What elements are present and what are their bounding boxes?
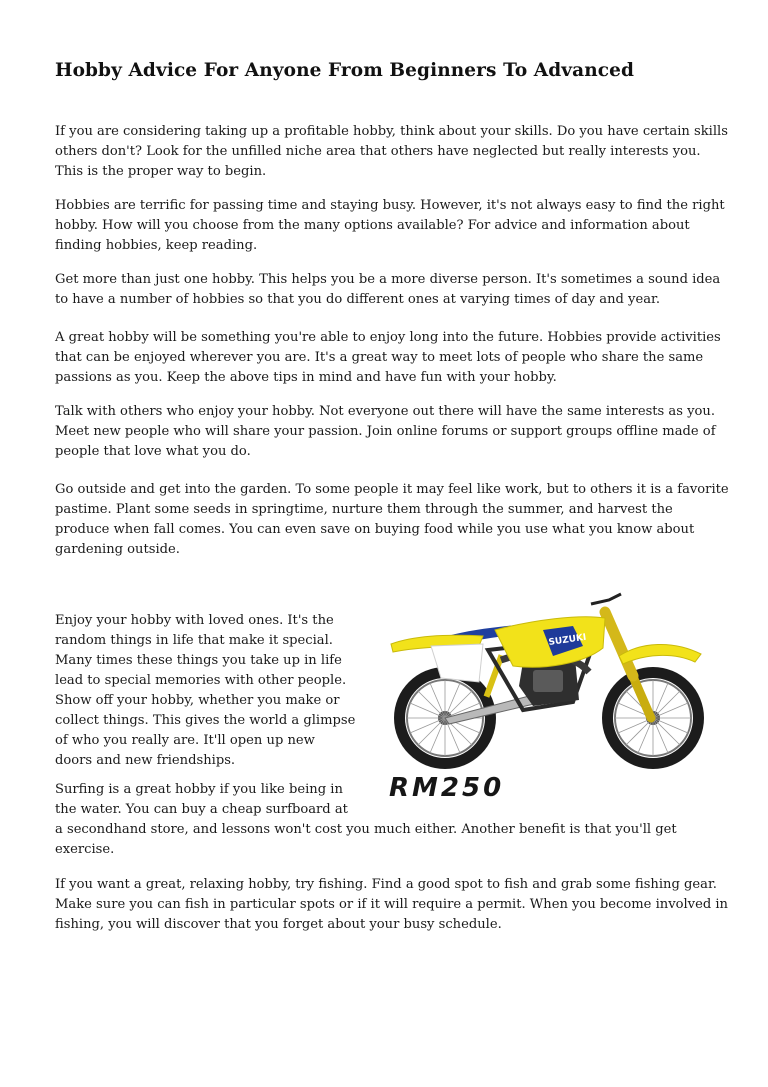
paragraph-hobbies-terrific (55, 196, 725, 256)
text-line: Go outside and get into the garden. To some people it may feel like work, but to others it is a favorite (55, 482, 729, 497)
text-line: lead to special memories with other people. (55, 673, 347, 688)
text-line: passions as you. Keep the above tips in mind and have fun with your hobby. (55, 370, 557, 385)
brand-logo-text: SUZUKI (548, 632, 588, 648)
motocross-bike-image (383, 590, 720, 805)
page-title: Hobby Advice For Anyone From Beginners To Advanced (55, 60, 635, 81)
text-line: gardening outside. (55, 542, 180, 557)
text-line: Show off your hobby, whether you make or (55, 693, 340, 708)
text-line: a secondhand store, and lessons won't cost you much either. Another benefit is that you'll get (55, 822, 677, 837)
paragraph-loved-ones (55, 611, 355, 771)
text-line: of who you really are. It'll open up new (55, 733, 315, 748)
text-line: Hobbies are terrific for passing time and staying busy. However, it's not always easy to find the right (55, 198, 725, 213)
text-line: This is the proper way to begin. (55, 164, 267, 179)
text-line: fishing, you will discover that you forget about your busy schedule. (55, 917, 502, 932)
text-line: Meet new people who will share your passion. Join online forums or support groups offline made of (55, 424, 716, 439)
text-line: others don't? Look for the unfilled niche area that others have neglected but really interests you. (55, 144, 701, 159)
text-line: If you want a great, relaxing hobby, try fishing. Find a good spot to fish and grab some fishing gear. (55, 877, 717, 892)
text-line: produce when fall comes. You can even save on buying food while you use what you know about (55, 522, 695, 537)
text-line: finding hobbies, keep reading. (55, 238, 258, 253)
text-line: Make sure you can fish in particular spots or if it will require a permit. When you become involved in (55, 897, 728, 912)
text-line: that can be enjoyed wherever you are. It's a great way to meet lots of people who share the same (55, 350, 704, 365)
paragraph-garden (55, 480, 729, 560)
text-line: Surfing is a great hobby if you like being in (55, 782, 343, 797)
text-line: pastime. Plant some seeds in springtime, nurture them through the summer, and harvest the (55, 502, 673, 517)
text-line: A great hobby will be something you're able to enjoy long into the future. Hobbies provide activities (55, 330, 721, 345)
paragraph-talk-with-others (55, 402, 716, 462)
text-line: hobby. How will you choose from the many options available? For advice and information about (55, 218, 690, 233)
text-line: people that love what you do. (55, 444, 251, 459)
text-line: Get more than just one hobby. This helps you be a more diverse person. It's sometimes a sound idea (55, 272, 721, 287)
text-line: collect things. This gives the world a glimpse (55, 713, 356, 728)
text-line: If you are considering taking up a profitable hobby, think about your skills. Do you have certain skills (55, 124, 728, 139)
paragraph-skills (55, 122, 728, 182)
text-line: Talk with others who enjoy your hobby. Not everyone out there will have the same interests as you. (55, 404, 715, 419)
paragraph-more-hobbies (55, 270, 720, 310)
text-line: to have a number of hobbies so that you do different ones at varying times of day and year. (55, 292, 660, 307)
text-line: doors and new friendships. (55, 753, 236, 768)
paragraph-fishing (55, 875, 728, 935)
text-line: Enjoy your hobby with loved ones. It's the (55, 613, 334, 628)
text-line: the water. You can buy a cheap surfboard at (55, 802, 348, 817)
paragraph-great-hobby (55, 328, 721, 388)
model-logo-text: RM250 (389, 773, 505, 803)
text-line: random things in life that make it special. (55, 633, 333, 648)
text-line: Many times these things you take up in life (55, 653, 342, 668)
text-line: exercise. (55, 842, 115, 857)
